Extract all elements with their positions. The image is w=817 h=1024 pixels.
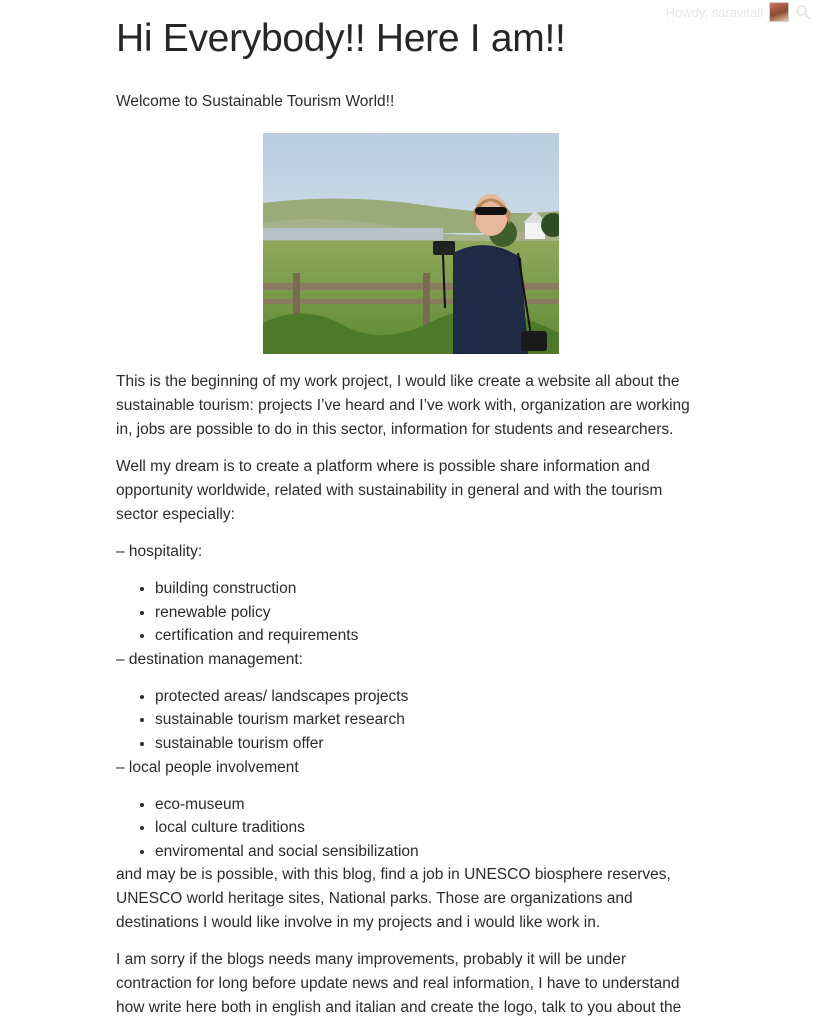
section-hospitality: – hospitality: — [116, 543, 203, 560]
list-item: • enviromental and social sensibilization — [155, 840, 706, 864]
list-item: • eco-museum — [155, 793, 706, 817]
welcome-text: Welcome to Sustainable Tourism World!! — [116, 93, 395, 110]
intro-paragraph: This is the beginning of my work project, I would like create a website all about the sustainable tourism: projects I’ve heard and I’ve work with, organization are working in, jobs are possible to do in this sector, information for students and researchers. — [116, 373, 690, 438]
job-paragraph: and may be is possible, with this blog, find a job in UNESCO biosphere reserves, UNESCO world heritage sites, National parks. Those are organizations and destinations I would like involve in my projects and i would like work in. — [116, 866, 671, 932]
list-item: • local culture traditions — [155, 816, 706, 840]
list-item: • renewable policy — [155, 601, 706, 625]
post-title: Hi Everybody!! Here I am!! — [116, 17, 566, 60]
hospitality-list — [116, 577, 706, 648]
apology-paragraph: I am sorry if the blogs needs many improvements, probably it will be under contraction for long before update news and real information, I have to understand how write here both in english and italian and create the logo, talk to you about the — [116, 951, 682, 1017]
destination-list — [116, 685, 706, 756]
howdy-greeting[interactable]: Howdy, saravitali — [665, 4, 763, 20]
list-item: • protected areas/ landscapes projects — [155, 685, 706, 709]
list-item: • sustainable tourism market research — [155, 708, 706, 732]
section-destination-management: – destination management: — [116, 650, 303, 668]
list-item: • sustainable tourism offer — [155, 732, 706, 756]
search-icon[interactable] — [795, 4, 811, 20]
list-item: • certification and requirements — [155, 624, 706, 648]
section-local-people: – local people involvement — [116, 758, 299, 776]
post-content — [116, 0, 706, 1020]
user-avatar-icon[interactable] — [769, 2, 789, 22]
dream-paragraph: Well my dream is to create a platform where is possible share information and opportunity worldwide, related with sustainability in general and with the tourism sector especially: — [116, 458, 663, 523]
post-photo — [263, 133, 559, 354]
local-people-list — [116, 793, 706, 864]
list-item: • building construction — [155, 577, 706, 601]
